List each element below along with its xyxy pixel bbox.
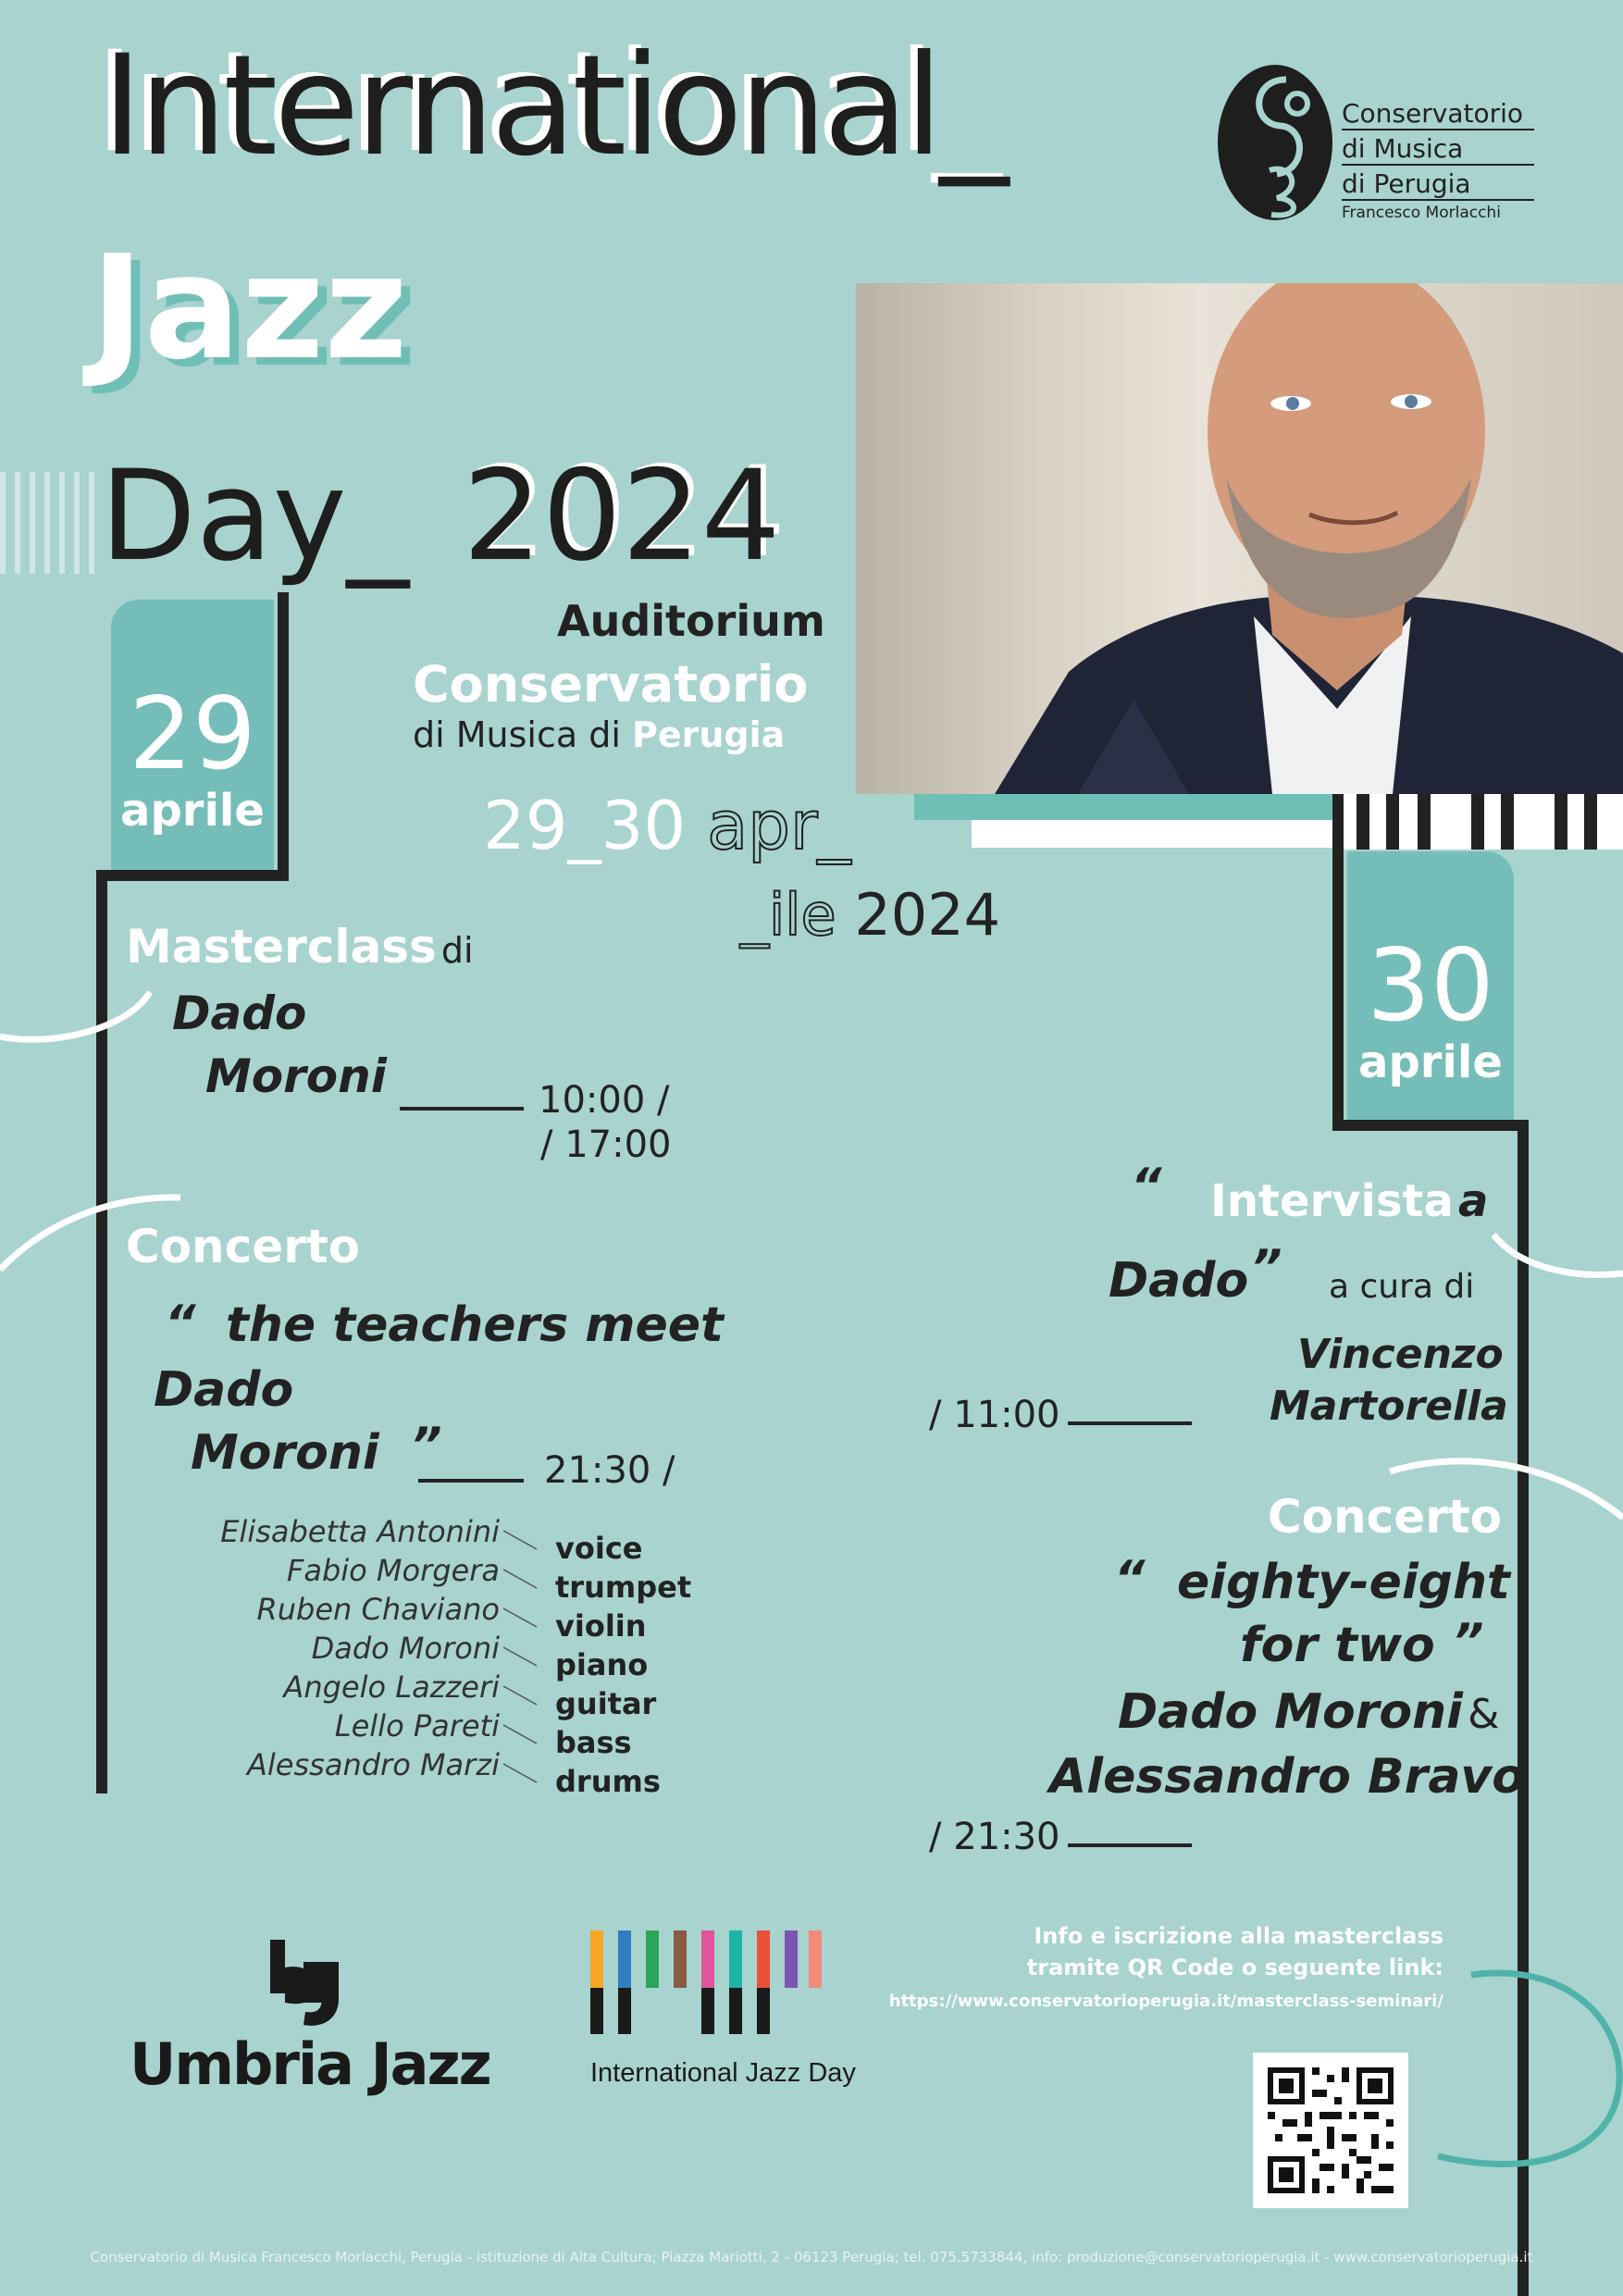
interview-cura: a cura di [1329,1268,1475,1306]
performer-instrument: voice [555,1531,643,1566]
performers-list [167,1514,692,1801]
decorative-curve-1 [0,981,157,1046]
conservatorio-logo-line1: Conservatorio [1342,98,1534,130]
performer-instrument: bass [555,1725,632,1760]
dates-range-line1 [483,787,851,864]
performer-name: Angelo Lazzeri [283,1669,500,1705]
dates-range-year: 2024 [854,881,1001,949]
dates-range-line2 [740,881,1000,949]
conservatorio-logo [1214,59,1547,226]
day2-date-month: aprile [1358,1036,1503,1088]
qr-code-icon [1253,2053,1408,2208]
performer-name: Ruben Chaviano [256,1592,500,1627]
venue-city [413,714,785,755]
day2-concert-quote-open: “ [1114,1551,1146,1607]
day1-horizontal-bar [96,870,289,881]
ijd-wordmark: International Jazz Day [590,2058,856,2088]
day2-concert-amp: & [1468,1691,1500,1738]
masterclass-rule [400,1107,524,1111]
day2-concert-artist-2: Alessandro Bravo [1049,1749,1526,1805]
performer-instrument: guitar [555,1686,657,1721]
info-line-1: Info e iscrizione alla masterclass [1034,1923,1443,1949]
interview-host-last: Martorella [1270,1383,1508,1430]
info-line-2: tramite QR Code o seguente link: [1026,1955,1443,1980]
international-jazz-day-logo [590,1930,896,2097]
title-day: Day_ [100,443,410,589]
masterclass-time-1: 10:00 / [539,1079,670,1122]
day2-vertical-bar-top [1332,794,1344,1131]
piano-keys-strip [1332,794,1623,850]
interview-a: a [1457,1175,1489,1227]
venue-conservatorio: Conservatorio [413,655,809,714]
ijd-piano-icon [590,1930,822,2034]
conservatorio-logo-line2: di Musica [1342,133,1534,166]
venue-city-prefix: di Musica di [413,714,621,755]
day1-concert-rule [418,1479,524,1483]
day1-date-month: aprile [120,785,265,837]
conservatorio-logo-line3: di Perugia [1342,168,1534,201]
day2-horizontal-bar [1332,1120,1529,1131]
day1-vertical-bar-top [278,592,289,881]
interview-rule [1068,1421,1192,1425]
dates-range-month-end: _ile [740,881,836,949]
day1-date-number: 29 [129,676,256,792]
day2-concert-rule [1068,1843,1192,1847]
day2-concert-title-2: for two [1240,1618,1435,1673]
day1-concert-title-1: the teachers meet [226,1297,724,1353]
dates-range-month-start: apr_ [707,787,851,864]
interview-quote-close: ” [1251,1240,1282,1296]
masterclass-di: di [440,930,474,971]
day2-concert-time: / 21:30 [929,1816,1060,1858]
day2-concert-label: Concerto [1268,1490,1503,1544]
decorative-curve-teal [1434,1962,1623,2184]
teal-strip [914,794,1332,820]
day2-concert-artist-line1 [1118,1684,1499,1740]
title-year: 2024 [463,443,781,589]
day1-concert-quote-open: “ [165,1296,196,1351]
day1-concert-title-3: Moroni [191,1425,379,1481]
day1-concert-time: 21:30 / [544,1449,675,1492]
day2-date-box [1347,851,1514,1120]
interview-label: Intervista [1210,1175,1454,1227]
interview-name: Dado [1109,1253,1249,1309]
performer-instrument: drums [555,1764,661,1799]
day2-concert-artist-1: Dado Moroni [1118,1684,1463,1740]
venue-city-name: Perugia [632,714,786,755]
masterclass-name-first: Dado [172,987,307,1040]
conservatorio-logo-line4: Francesco Morlacchi [1342,204,1501,222]
interview-quote-open: “ [1131,1159,1162,1214]
masterclass-name-last: Moroni [205,1049,387,1103]
day1-date-box [111,600,274,870]
umbria-jazz-wordmark: Umbria Jazz [130,2030,490,2098]
day1-concert-label: Concerto [126,1220,361,1273]
portrait-photo [856,283,1623,794]
day1-masterclass-heading [126,920,474,974]
day2-concert-quote-close: ” [1453,1614,1484,1669]
masterclass-time-2: / 17:00 [540,1123,672,1166]
conservatorio-emblem-icon [1214,59,1344,222]
performer-name: Fabio Morgera [286,1553,500,1588]
dates-range-days: 29_30 [483,787,687,864]
interview-time: / 11:00 [929,1394,1060,1436]
day1-concert-quote-close: ” [411,1418,442,1473]
performer-instrument: violin [555,1608,647,1644]
footer-text: Conservatorio di Musica Francesco Morlacchi, Perugia - istituzione di Alta Cultura; Piazza Mariotti, 2 - 06123 Perugia; tel. 075.5733844, info: produzione@conservatorioperugia.it - www.conservatorioperugia.it [90,2249,1533,2265]
performer-name: Lello Pareti [334,1708,500,1744]
info-link[interactable]: https://www.conservatorioperugia.it/masterclass-seminari/ [888,1992,1443,2011]
venue-auditorium: Auditorium [557,596,825,646]
title-jazz: Jazz [91,224,408,391]
day2-date-number: 30 [1367,928,1494,1044]
umbria-jazz-emblem-icon [266,1936,350,2029]
title-international: International_ [102,26,1006,187]
performer-instrument: piano [555,1647,649,1682]
white-strip [972,820,1332,848]
day1-concert-title-2: Dado [154,1362,294,1418]
qr-code[interactable] [1253,2053,1408,2208]
performer-connector-lines [502,1527,539,1795]
interview-host-first: Vincenzo [1297,1331,1504,1378]
performer-instrument: trumpet [555,1570,692,1605]
performer-name: Dado Moroni [311,1631,500,1666]
masterclass-label: Masterclass [126,920,437,974]
portrait-figure-graphic [856,283,1623,794]
performer-name: Alessandro Marzi [247,1747,500,1782]
performer-name: Elisabetta Antonini [220,1514,500,1549]
decorative-curve-3 [1492,1231,1623,1286]
day2-concert-title-1: eighty-eight [1177,1555,1510,1610]
piano-keys-ghost-graphic [0,472,102,574]
umbria-jazz-logo [130,1936,490,2103]
interview-heading [1210,1175,1488,1227]
